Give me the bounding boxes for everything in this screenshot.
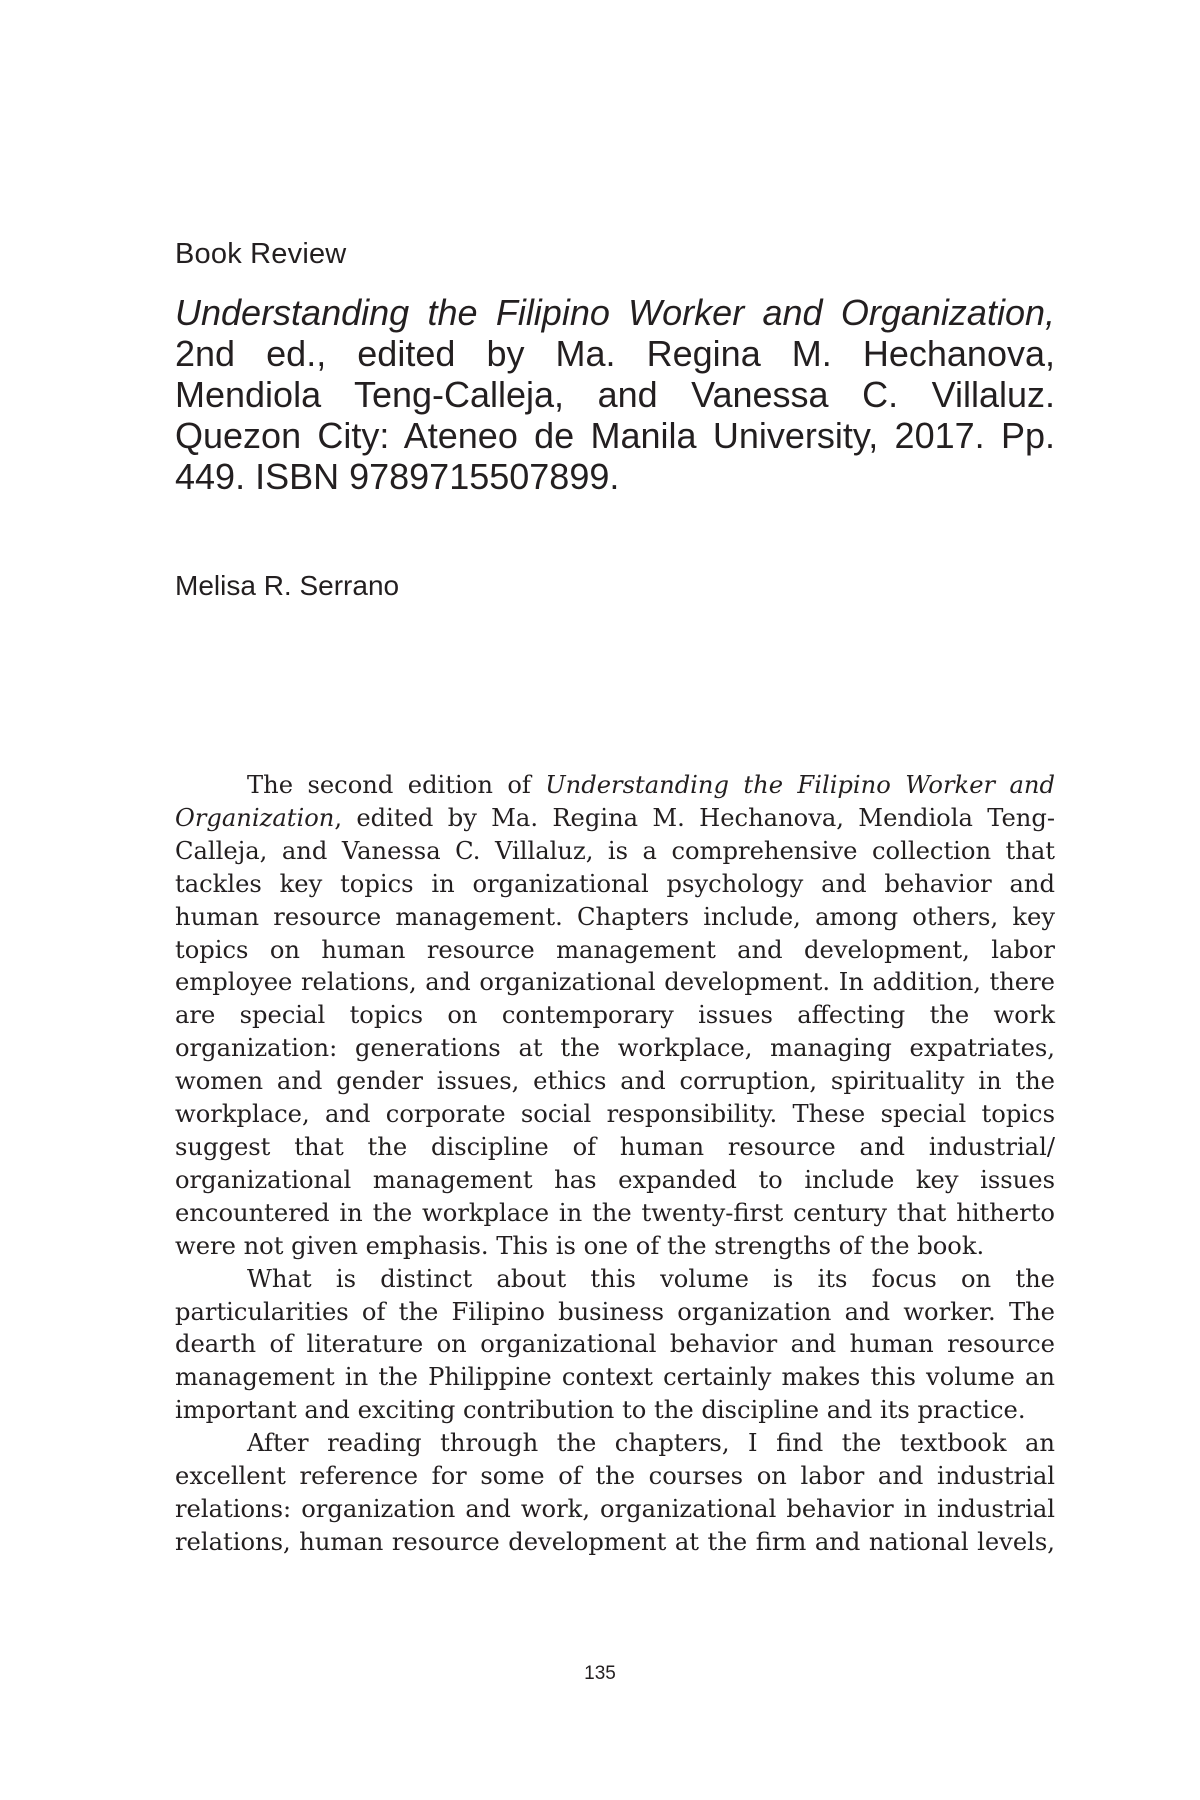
book-citation: [175, 292, 1055, 497]
paragraph-1-lead: The second edition of: [247, 771, 546, 799]
page-number: 135: [584, 1663, 616, 1684]
citation-details: 2nd ed., edited by Ma. Regina M. Hechanova, Mendiola Teng-Calleja, and Vanessa C. Villaluz. Quezon City: Ateneo de Manila University, 2017. Pp. 449. ISBN 9789715507899.: [175, 333, 1055, 497]
paragraph-1: [175, 769, 1055, 1263]
paragraph-1-book-title: Understanding the Filipino Worker and Organization: [175, 771, 1055, 832]
section-label: Book Review: [175, 238, 347, 270]
reviewer-name: Melisa R. Serrano: [175, 570, 400, 601]
paragraph-3: After reading through the chapters, I find the textbook an excellent reference for some of the courses on labor and industrial relations: organization and work, organizational behavior in industrial relations, human resource development at the firm and national levels,: [175, 1429, 1055, 1556]
paragraph-1-rest: , edited by Ma. Regina M. Hechanova, Mendiola Teng-Calleja, and Vanessa C. Villaluz, is a comprehensive collection that tackles key topics in organizational psychology and behavior and human resource management. Chapters include, among others, key topics on human resource management and development, labor employee relations, and organizational development. In addition, there are special topics on contemporary issues affecting the work organization: generations at the workplace, managing expatriates, women and gender issues, ethics and corruption, spirituality in the workplace, and corporate social responsibility. These special topics suggest that the discipline of human resource and industrial/ organizational management has expanded to include key issues encountered in the workplace in the twenty-first century that hitherto were not given emphasis. This is one of the strengths of the book.: [175, 803, 1055, 1260]
review-body: [175, 769, 1055, 1559]
book-title: Understanding the Filipino Worker and Organization,: [175, 292, 1055, 333]
paragraph-2: What is distinct about this volume is its focus on the particularities of the Filipino business organization and worker. The dearth of literature on organizational behavior and human resource management in the Philippine context certainly makes this volume an important and exciting contribution to the discipline and its practice.: [175, 1264, 1055, 1425]
